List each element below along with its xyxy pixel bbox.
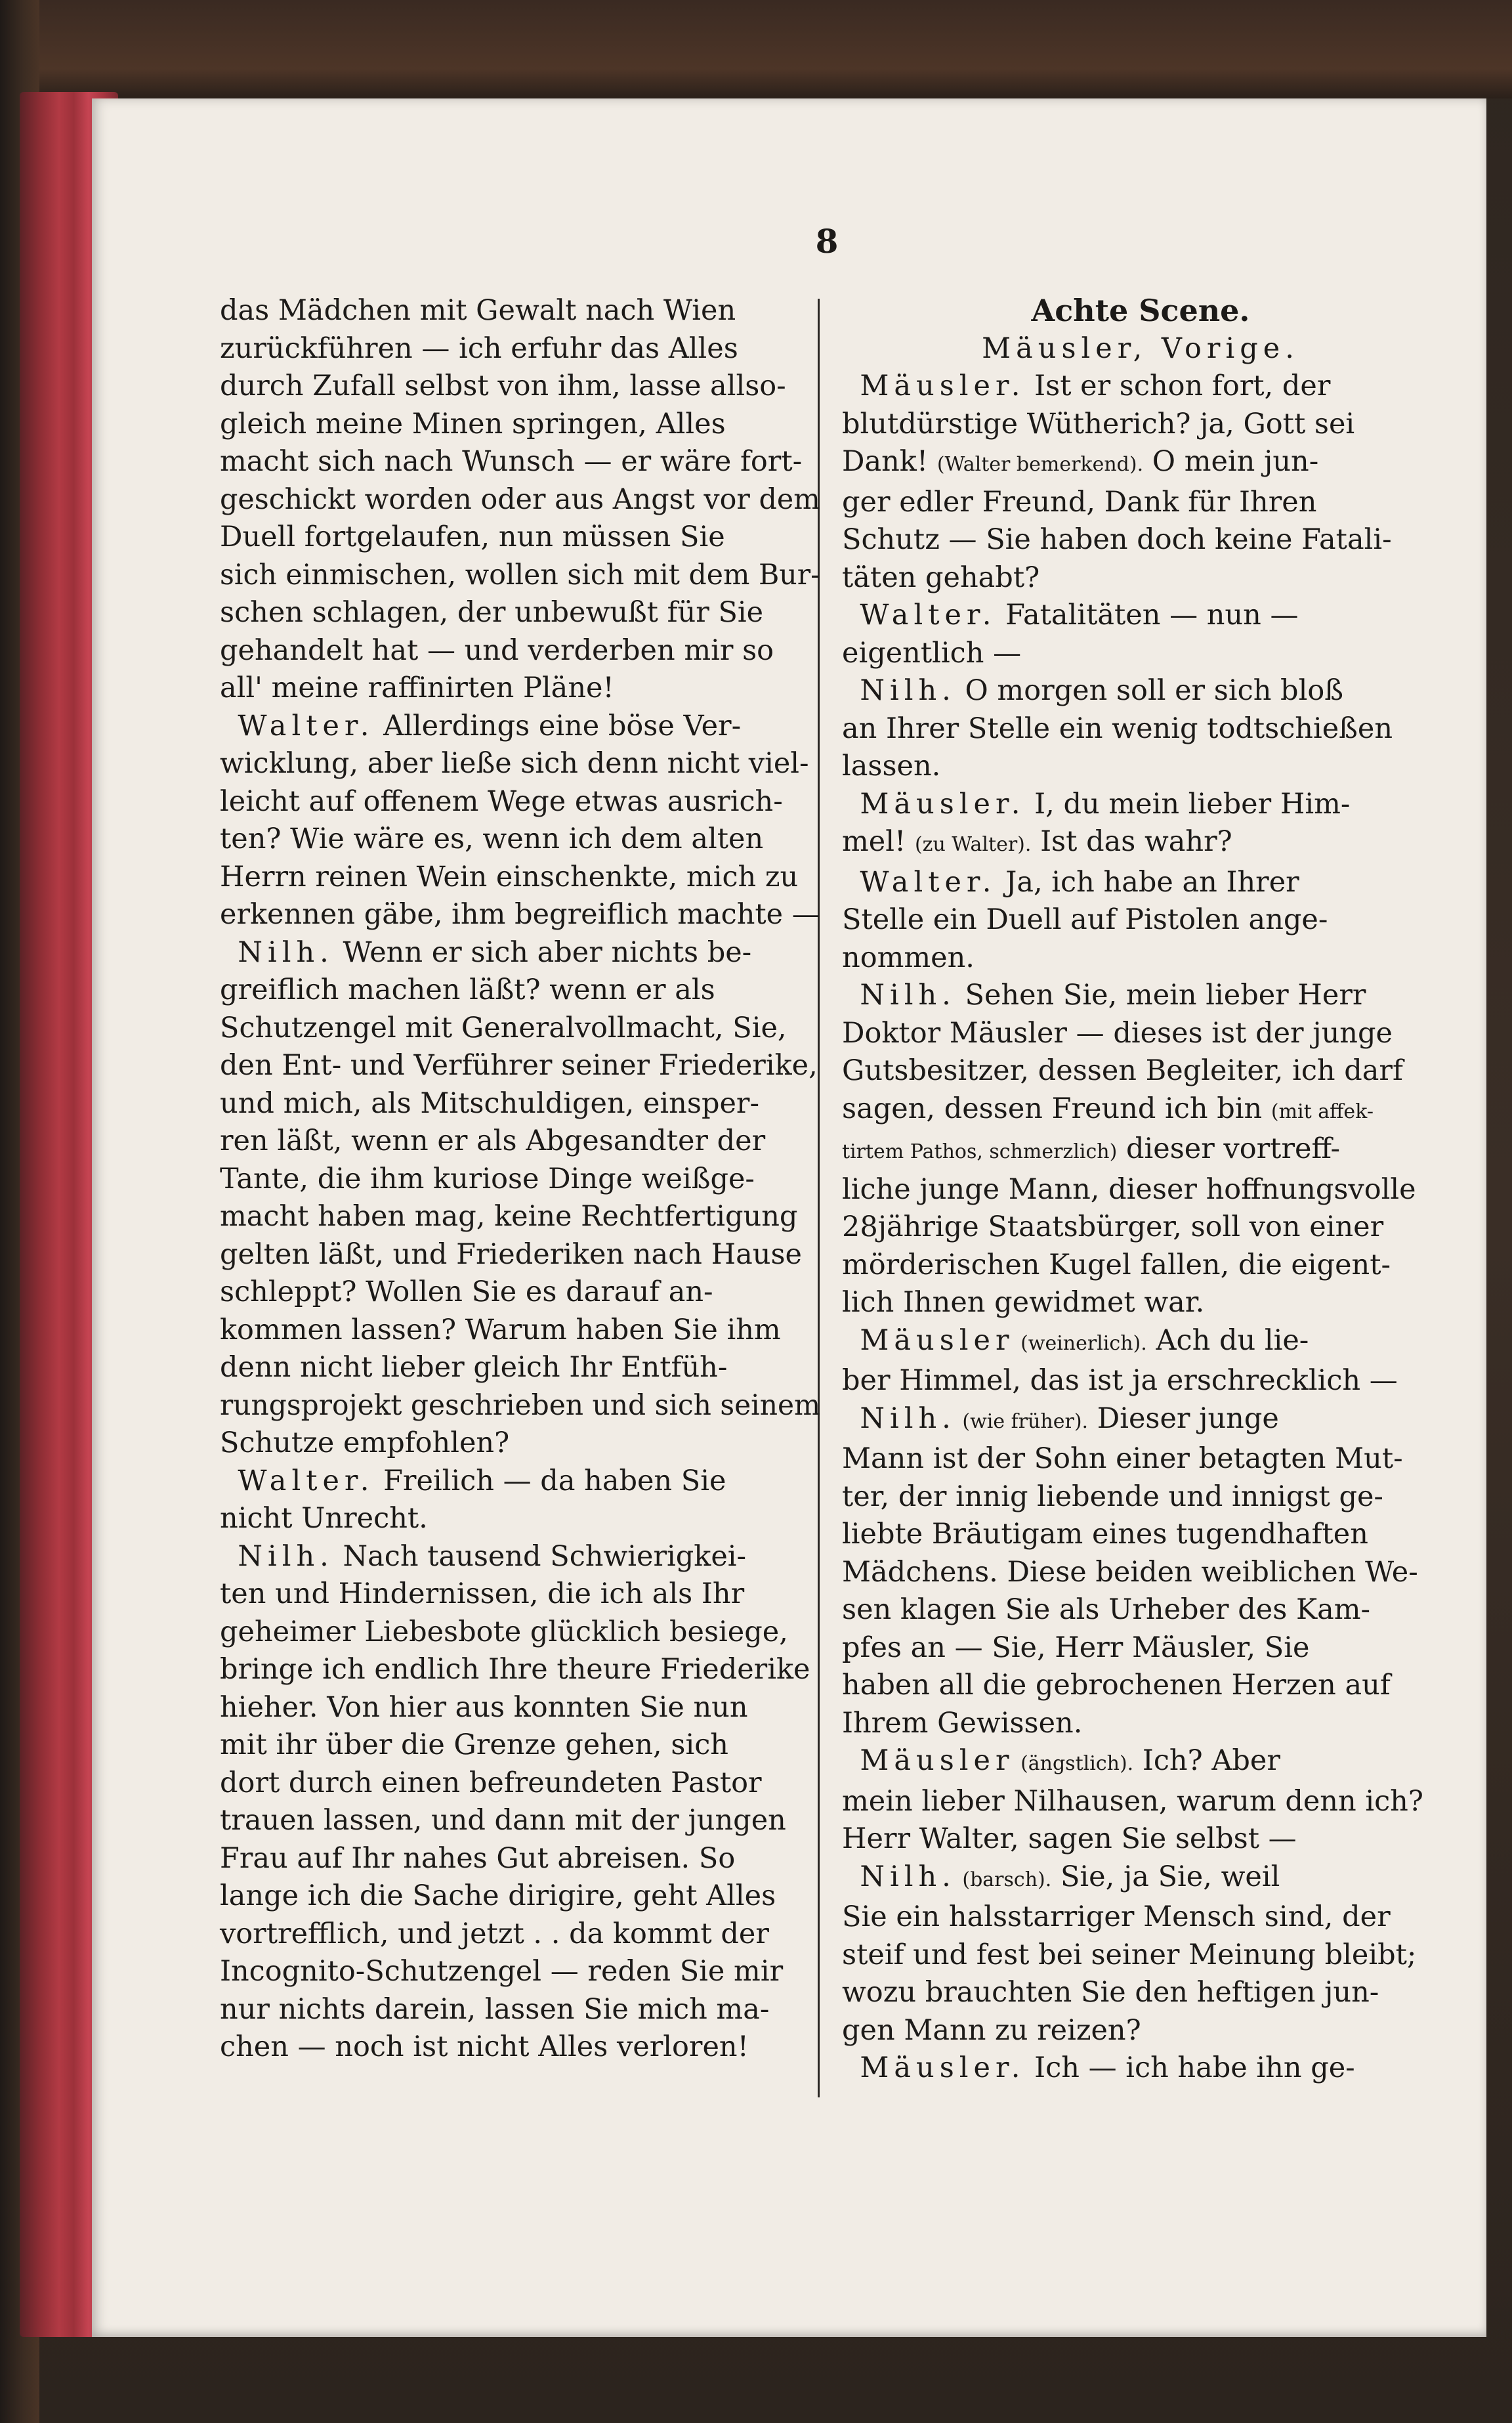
text-segment: sagen, dessen Freund ich bin	[842, 1092, 1271, 1125]
text-line: Doktor Mäusler — dieses ist der junge	[842, 1016, 1393, 1050]
stage-direction: (wie früher).	[956, 1409, 1089, 1433]
text-line: mit ihr über die Grenze gehen, sich	[220, 1728, 728, 1761]
speaker-name: Mäusler	[860, 1323, 1015, 1357]
text-line: haben all die gebrochenen Herzen auf	[842, 1669, 1391, 1702]
speaker-name: Mäusler.	[860, 787, 1026, 821]
text-line: lange ich die Sache dirigire, geht Alles	[220, 1879, 776, 1912]
speaker-name: Mäusler.	[860, 2051, 1026, 2084]
text-line	[842, 597, 1439, 635]
speaker-name: Nilh.	[238, 1539, 334, 1573]
text-line: Mann ist der Sohn einer betagten Mut-	[842, 1442, 1403, 1475]
text-line: gehandelt hat — und verderben mir so	[220, 633, 774, 667]
text-line: Duell fortgelaufen, nun müssen Sie	[220, 521, 725, 553]
text-segment: Ist er schon fort, der	[1025, 370, 1331, 402]
text-line: sen klagen Sie als Urheber des Kam-	[842, 1593, 1371, 1626]
text-segment: Allerdings eine böse Ver-	[374, 709, 742, 742]
text-line: vortrefflich, und jetzt . . da kommt der	[220, 1917, 769, 1950]
text-segment: Dank!	[842, 445, 937, 478]
text-line: eigentlich —	[842, 636, 1022, 670]
text-line: dort durch einen befreundeten Pastor	[220, 1766, 762, 1799]
page-number: 8	[815, 222, 839, 261]
speaker-name: Walter.	[860, 865, 997, 899]
text-line: wicklung, aber ließe sich denn nicht viel-	[220, 747, 809, 780]
text-line: ren läßt, wenn er als Abgesandter der	[220, 1125, 766, 1157]
text-line: schen schlagen, der unbewußt für Sie	[220, 596, 764, 629]
text-line: nommen.	[842, 941, 975, 974]
text-line: denn nicht lieber gleich Ihr Entfüh-	[220, 1351, 728, 1384]
text-line: lassen.	[842, 750, 941, 783]
text-line	[842, 977, 1439, 1015]
text-line: nicht Unrecht.	[220, 1502, 428, 1535]
speaker-name: Walter.	[238, 709, 375, 742]
text-line	[842, 786, 1439, 824]
text-line: chen — noch ist nicht Alles verloren!	[220, 2030, 749, 2063]
text-line: mörderischen Kugel fallen, die eigent-	[842, 1248, 1391, 1281]
text-line	[842, 1742, 1439, 1783]
text-line	[842, 443, 1439, 484]
text-line: leicht auf offenem Wege etwas ausrich-	[220, 784, 783, 818]
text-line: Stelle ein Duell auf Pistolen ange-	[842, 903, 1328, 936]
text-line: ten und Hindernissen, die ich als Ihr	[220, 1577, 745, 1610]
text-line: hieher. Von hier aus konnten Sie nun	[220, 1690, 748, 1724]
scene-characters: Mäusler, Vorige.	[982, 332, 1299, 365]
text-line: Schutzengel mit Generalvollmacht, Sie,	[220, 1011, 787, 1044]
text-line: Schutze empfohlen?	[220, 1426, 510, 1459]
text-segment: Fatalitäten — nun —	[996, 599, 1299, 632]
book-cover-top	[0, 0, 1512, 98]
text-line: Incognito-Schutzengel — reden Sie mir	[220, 1955, 784, 1988]
text-segment: Sehen Sie, mein lieber Herr	[956, 979, 1366, 1012]
text-line: greiflich machen läßt? wenn er als	[220, 974, 715, 1006]
paragraph	[220, 292, 820, 708]
text-line: geschickt worden oder aus Angst vor dem	[220, 482, 820, 516]
text-segment: Wenn er sich aber nichts be-	[333, 935, 752, 969]
text-line	[842, 672, 1439, 710]
paragraph	[220, 1538, 820, 2067]
speaker-name: Mäusler	[860, 1744, 1015, 1777]
speaker-name: Nilh.	[860, 1402, 956, 1435]
text-segment: mel!	[842, 825, 915, 858]
text-segment: Dieser junge	[1088, 1402, 1279, 1435]
text-line: Frau auf Ihr nahes Gut abreisen. So	[220, 1841, 736, 1875]
text-line	[220, 708, 820, 746]
text-segment: dieser vortreff-	[1117, 1132, 1340, 1165]
text-line: und mich, als Mitschuldigen, einsper-	[220, 1086, 759, 1120]
text-line: gen Mann zu reizen?	[842, 2013, 1141, 2047]
text-segment: Sie, ja Sie, weil	[1051, 1860, 1280, 1893]
text-line: steif und fest bei seiner Meinung bleibt;	[842, 1938, 1417, 1971]
text-line: 28jährige Staatsbürger, soll von einer	[842, 1211, 1384, 1243]
text-line: an Ihrer Stelle ein wenig todtschießen	[842, 712, 1393, 745]
text-line: den Ent- und Verführer seiner Friederike,	[220, 1049, 818, 1082]
text-line	[842, 1090, 1439, 1131]
speaker-name: Nilh.	[860, 674, 956, 707]
text-line	[842, 2049, 1439, 2088]
text-line: blutdürstige Wütherich? ja, Gott sei	[842, 407, 1355, 440]
text-line: rungsprojekt geschrieben und sich seinem	[220, 1388, 821, 1422]
text-line: Gutsbesitzer, dessen Begleiter, ich darf	[842, 1054, 1403, 1087]
text-line	[842, 823, 1439, 864]
text-line: schleppt? Wollen Sie es darauf an-	[220, 1276, 713, 1308]
stage-direction: (barsch).	[956, 1868, 1052, 1891]
stage-direction: (ängstlich).	[1014, 1752, 1134, 1775]
text-line: Ihrem Gewissen.	[842, 1706, 1083, 1740]
stage-direction: (mit affek-	[1270, 1100, 1374, 1123]
text-line: Herr Walter, sagen Sie selbst —	[842, 1822, 1297, 1855]
text-line: durch Zufall selbst von ihm, lasse allso-	[220, 370, 786, 402]
text-segment: Ja, ich habe an Ihrer	[996, 865, 1299, 899]
speaker-name: Mäusler.	[860, 370, 1026, 402]
text-segment: O morgen soll er sich bloß	[956, 674, 1343, 707]
text-line: ger edler Freund, Dank für Ihren	[842, 485, 1317, 519]
text-line	[842, 864, 1439, 902]
text-segment: Ach du lie-	[1146, 1323, 1309, 1357]
text-line: Mädchens. Diese beiden weiblichen We-	[842, 1555, 1418, 1589]
text-line: liche junge Mann, dieser hoffnungsvolle	[842, 1172, 1416, 1206]
text-line: ter, der innig liebende und innigst ge-	[842, 1480, 1383, 1513]
scene-heading: Achte Scene.	[1031, 293, 1250, 328]
text-line: zurückführen — ich erfuhr das Alles	[220, 332, 738, 365]
text-line: all' meine raffinirten Pläne!	[220, 672, 614, 704]
text-line: Sie ein halsstarriger Mensch sind, der	[842, 1900, 1391, 1933]
text-segment: Nach tausend Schwierigkei-	[333, 1539, 747, 1573]
text-line: Herrn reinen Wein einschenkte, mich zu	[220, 860, 799, 893]
text-line: ten? Wie wäre es, wenn ich dem alten	[220, 823, 764, 855]
text-line: täten gehabt?	[842, 561, 1040, 594]
text-segment: Ist das wahr?	[1031, 825, 1232, 858]
speaker-name: Nilh.	[860, 979, 956, 1012]
text-line: ber Himmel, das ist ja erschrecklich —	[842, 1364, 1398, 1397]
right-column	[842, 292, 1439, 2088]
text-line: nur nichts darein, lassen Sie mich ma-	[220, 1992, 770, 2026]
text-line: erkennen gäbe, ihm begreiflich machte —	[220, 898, 820, 931]
text-line	[842, 1400, 1439, 1441]
text-segment: Freilich — da haben Sie	[374, 1464, 726, 1497]
text-line	[220, 934, 820, 972]
text-segment: O mein jun-	[1143, 445, 1319, 478]
speaker-name: Nilh.	[238, 935, 334, 969]
speaker-name: Walter.	[860, 599, 997, 632]
speaker-name: Walter.	[238, 1464, 375, 1497]
text-line	[842, 1130, 1439, 1171]
left-column	[220, 292, 820, 2067]
stage-direction: (zu Walter).	[914, 833, 1032, 856]
text-line	[220, 1463, 820, 1501]
text-segment: Ich? Aber	[1133, 1744, 1280, 1777]
paragraph	[220, 934, 820, 1463]
text-line: wozu brauchten Sie den heftigen jun-	[842, 1976, 1379, 2009]
text-line: bringe ich endlich Ihre theure Friederike	[220, 1653, 810, 1686]
text-line: Schutz — Sie haben doch keine Fatali-	[842, 523, 1392, 556]
text-line: Tante, die ihm kuriose Dinge weißge-	[220, 1162, 755, 1195]
text-line: sich einmischen, wollen sich mit dem Bur-	[220, 558, 820, 591]
text-line: kommen lassen? Warum haben Sie ihm	[220, 1313, 781, 1346]
stage-direction: tirtem Pathos, schmerzlich)	[842, 1140, 1118, 1163]
text-line	[842, 1322, 1439, 1363]
text-line: trauen lassen, und dann mit der jungen	[220, 1804, 786, 1837]
text-segment: I, du mein lieber Him-	[1025, 787, 1351, 821]
text-line	[842, 368, 1439, 406]
paragraph	[220, 1463, 820, 1538]
text-line: mein lieber Nilhausen, warum denn ich?	[842, 1784, 1423, 1818]
text-line: gleich meine Minen springen, Alles	[220, 407, 726, 440]
stage-direction: (Walter bemerkend).	[936, 453, 1144, 476]
text-line: geheimer Liebesbote glücklich besiege,	[220, 1615, 788, 1648]
text-line: liebte Bräutigam eines tugendhaften	[842, 1518, 1368, 1551]
text-line: pfes an — Sie, Herr Mäusler, Sie	[842, 1631, 1310, 1664]
stage-direction: (weinerlich).	[1014, 1331, 1147, 1355]
text-line: macht sich nach Wunsch — er wäre fort-	[220, 445, 803, 478]
text-line: lich Ihnen gewidmet war.	[842, 1286, 1205, 1319]
text-line: macht haben mag, keine Rechtfertigung	[220, 1200, 798, 1233]
text-line: das Mädchen mit Gewalt nach Wien	[220, 294, 736, 327]
text-line	[220, 1538, 820, 1576]
text-line	[842, 1858, 1439, 1899]
paragraph	[220, 708, 820, 934]
text-segment: Ich — ich habe ihn ge-	[1025, 2051, 1355, 2084]
text-line: gelten läßt, und Friederiken nach Hause	[220, 1237, 802, 1271]
speaker-name: Nilh.	[860, 1860, 956, 1893]
